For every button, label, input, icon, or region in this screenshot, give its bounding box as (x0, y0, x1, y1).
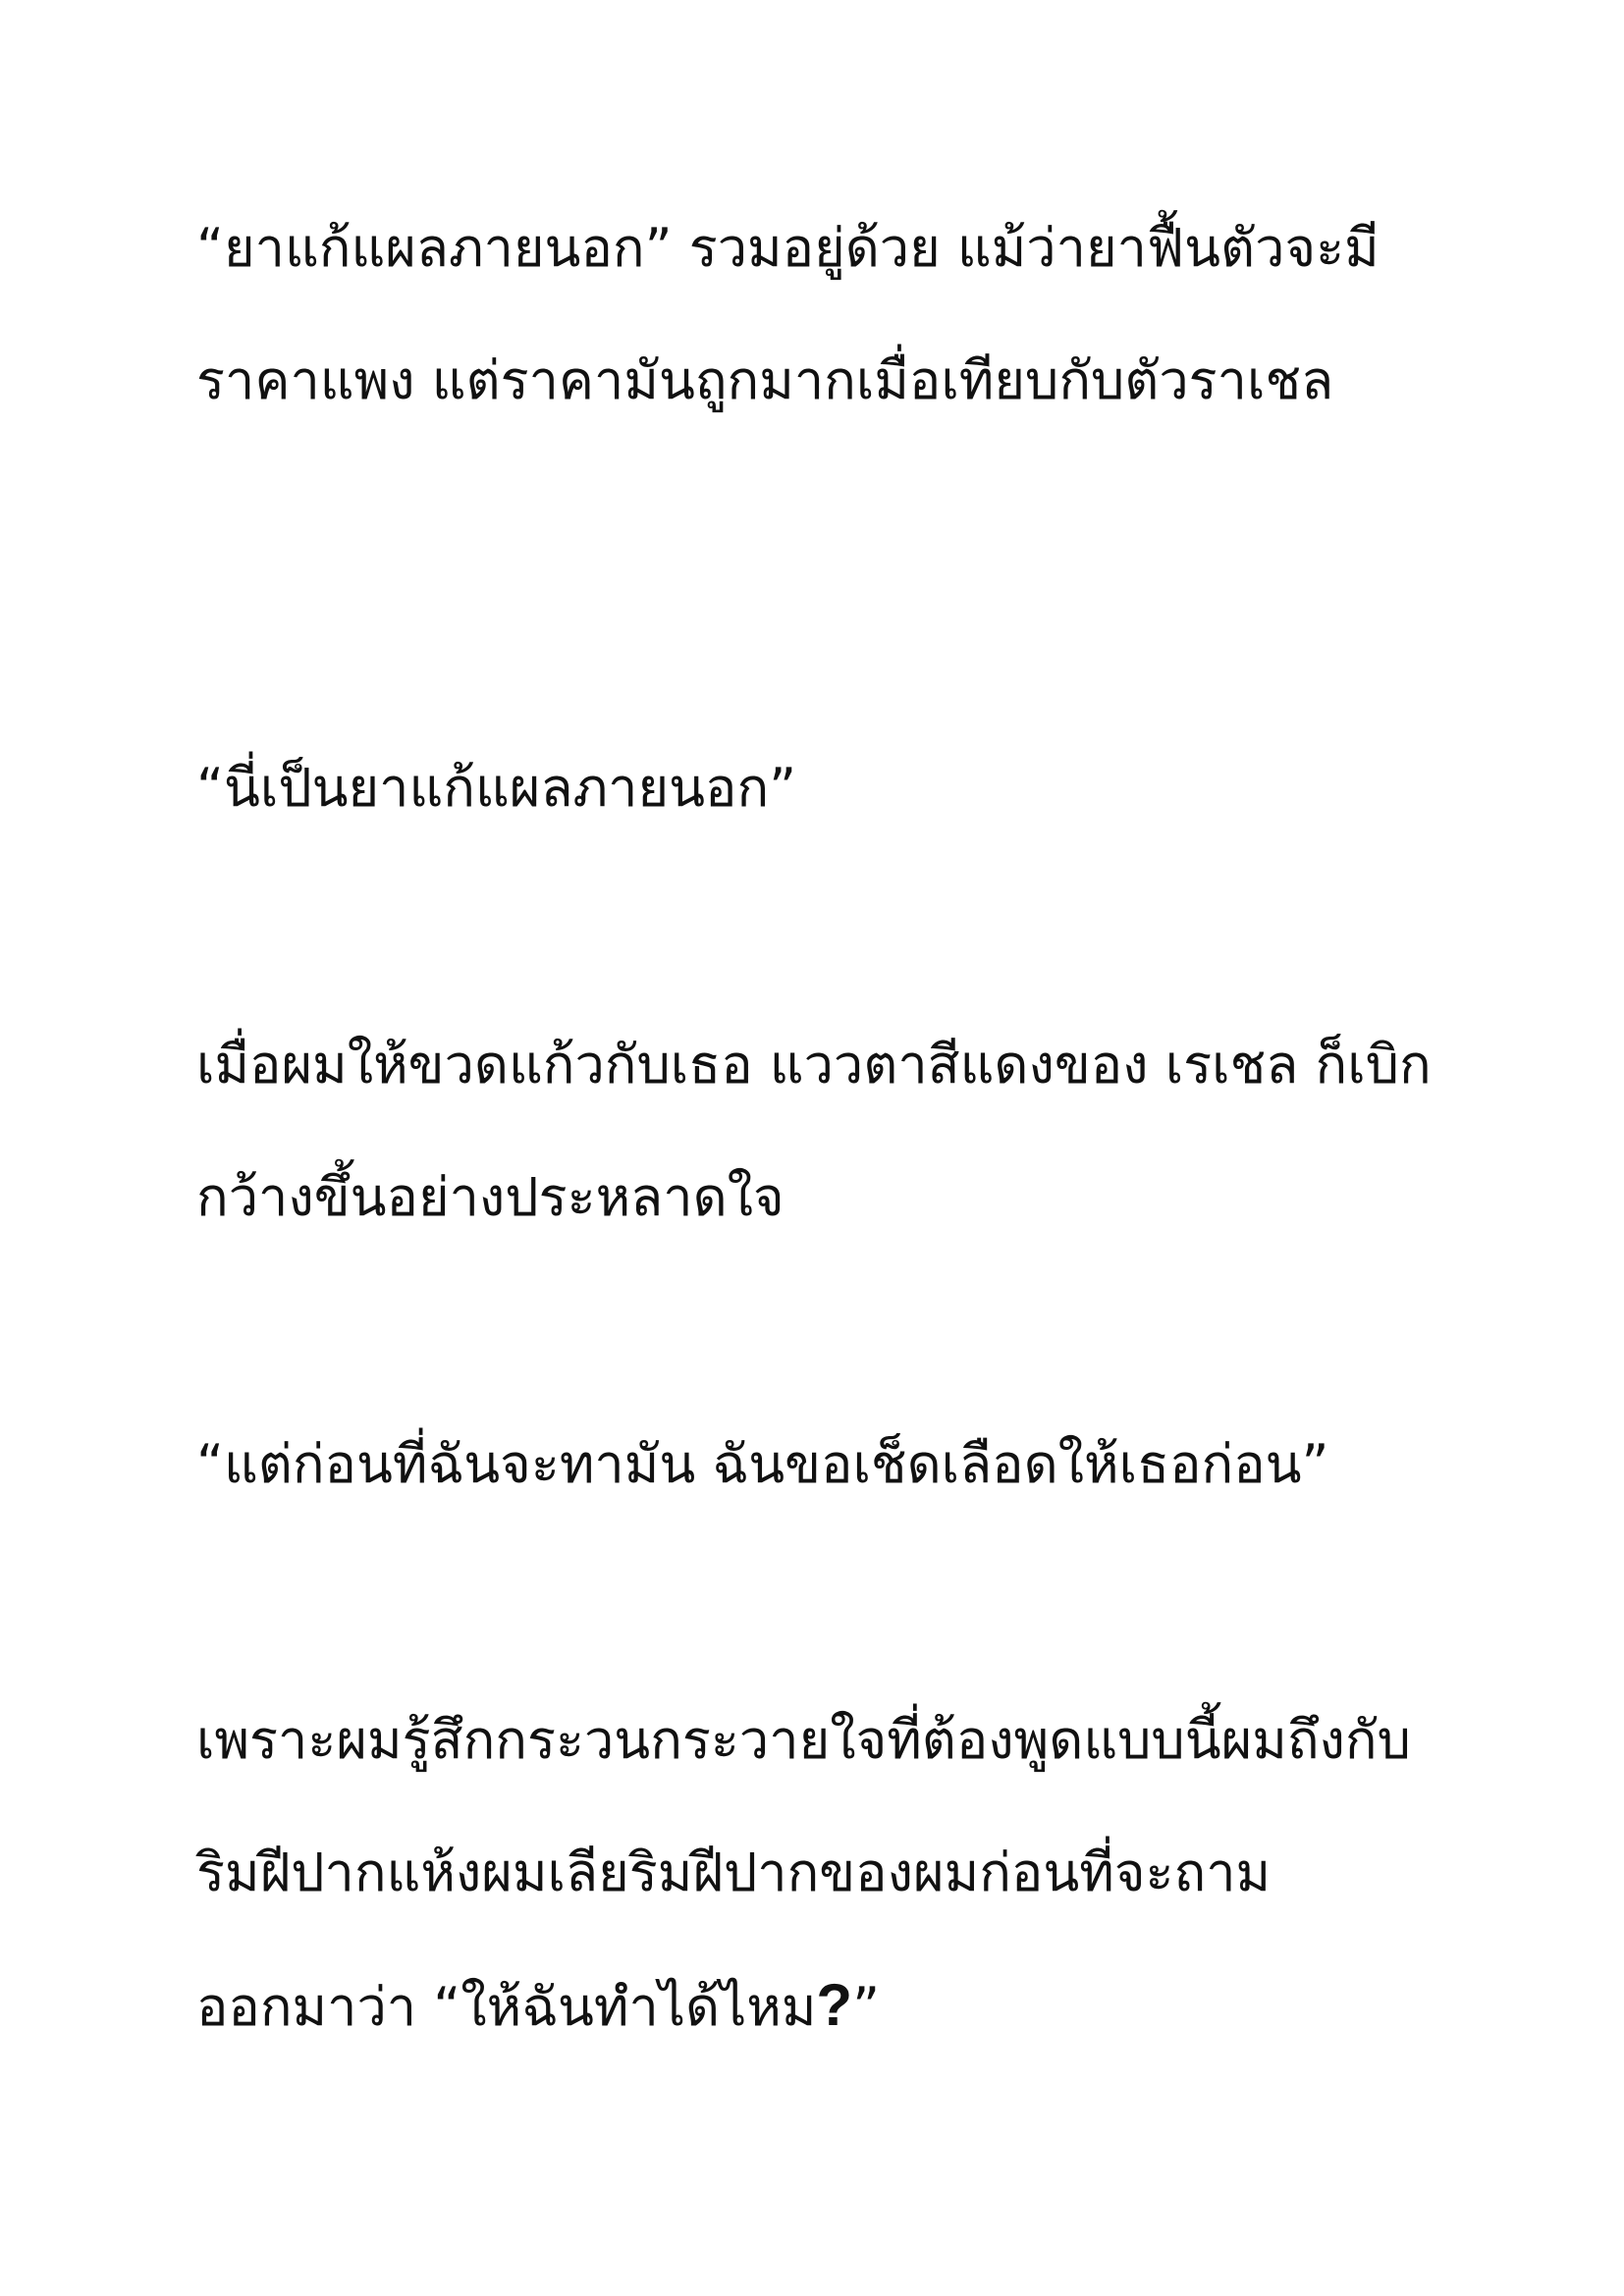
paragraph-1-line-1: “ยาแก้แผลภายนอก” รวมอยู่ด้วย แม้ว่ายาฟื้นตัวจะมี (196, 217, 1380, 279)
paragraph-3-line-1: เมื่อผมให้ขวดแก้วกับเธอ แววตาสีแดงของ เรเชล ก็เบิก (196, 1034, 1432, 1095)
paragraph-4-line-1: “แต่ก่อนที่ฉันจะทามัน ฉันขอเช็ดเลือดให้เธอก่อน” (196, 1433, 1329, 1495)
question-mark: ? (816, 1972, 853, 2038)
paragraph-5-line-2: ริมฝีปากแห้งผมเลียริมฝีปากของผมก่อนที่จะถาม (196, 1842, 1272, 1903)
paragraph-1-line-2: ราคาแพง แต่ราคามันถูกมากเมื่อเทียบกับตัวราเชล (196, 349, 1334, 411)
paragraph-5-line-3 (196, 1971, 880, 2042)
paragraph-5-line-3-text: ออกมาว่า “ให้ฉันทำได้ไหม (196, 1976, 817, 2038)
paragraph-5-line-1: เพราะผมรู้สึกกระวนกระวายใจที่ต้องพูดแบบนี้ผมถึงกับ (196, 1709, 1411, 1771)
paragraph-3-line-2: กว้างขึ้นอย่างประหลาดใจ (196, 1166, 785, 1228)
closing-quote: ” (852, 1976, 881, 2038)
paragraph-2-line-1: “นี่เป็นยาแก้แผลภายนอก” (196, 757, 797, 819)
